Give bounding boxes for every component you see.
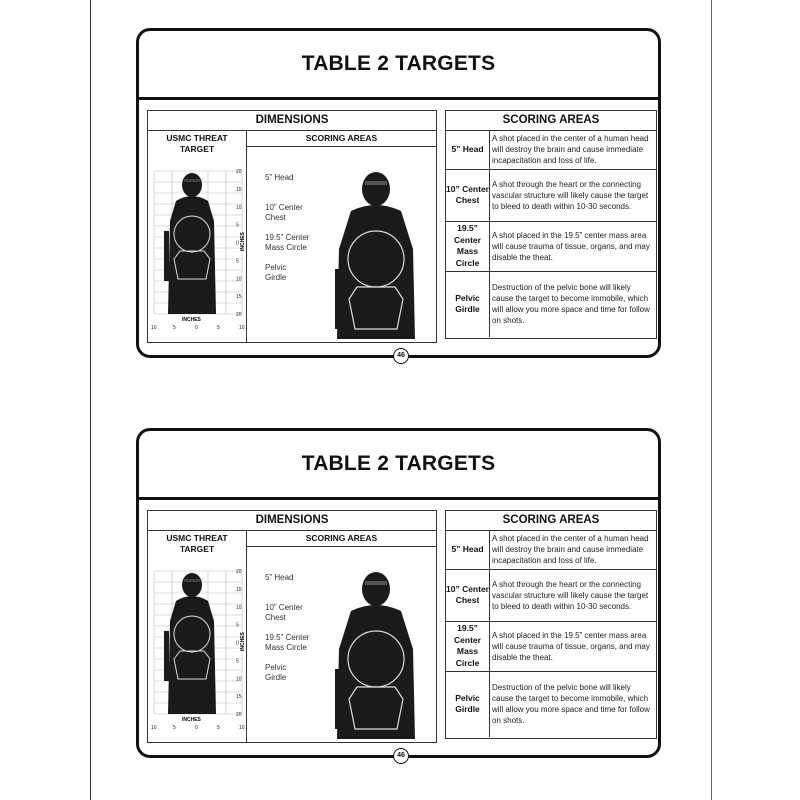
target-card-2 xyxy=(136,428,661,758)
card-title: TABLE 2 TARGETS xyxy=(139,431,658,500)
target-card-1 xyxy=(136,28,661,358)
threat-target-title: USMC THREAT TARGET xyxy=(166,133,228,154)
y-tick-label: 5 xyxy=(236,222,239,229)
row-label: Pelvic Girdle xyxy=(446,271,490,337)
row-label: 19.5” Center Mass Circle xyxy=(446,621,490,671)
y-tick-label: 20 xyxy=(236,569,242,575)
card-title: TABLE 2 TARGETS xyxy=(139,31,658,100)
row-label: 10” Center Chest xyxy=(446,169,490,221)
area-label-mass: 19.5” Center Mass Circle xyxy=(265,633,310,652)
table-row xyxy=(446,131,656,169)
y-axis-label: INCHES xyxy=(240,632,246,651)
row-label: 5” Head xyxy=(446,131,490,169)
scoring-table xyxy=(446,131,656,337)
y-tick-label: 20 xyxy=(236,712,242,718)
dimensions-panel xyxy=(147,110,437,343)
row-label: 19.5” Center Mass Circle xyxy=(446,221,490,271)
x-tick-label: 0 xyxy=(195,325,198,331)
x-tick-label: 5 xyxy=(217,325,220,331)
y-tick-label: 0 xyxy=(236,640,239,647)
area-label-pelvic: Pelvic Girdle xyxy=(265,263,287,282)
y-tick-label: 20 xyxy=(236,312,242,318)
dimensions-header: DIMENSIONS xyxy=(148,511,436,531)
row-description: Destruction of the pelvic bone will likely cause the target to become immobile, which will allow you more space and time for follow on shots. xyxy=(490,271,657,337)
page-right-border xyxy=(711,0,712,800)
table-row xyxy=(446,221,656,271)
scoring-areas-panel xyxy=(445,510,657,739)
x-tick-label: 10 xyxy=(151,325,157,331)
row-description: A shot through the heart or the connecting vascular structure will likely cause the target to bleed to death within 10-30 seconds. xyxy=(490,569,657,621)
y-tick-label: 0 xyxy=(236,240,239,247)
row-description: A shot placed in the center of a human head will destroy the brain and cause immediate incapacitation and loss of life. xyxy=(492,134,649,166)
table-row xyxy=(446,169,656,221)
scoring-areas-header: SCORING AREAS xyxy=(446,511,656,531)
area-label-mass: 19.5” Center Mass Circle xyxy=(265,233,310,252)
x-axis-label: INCHES xyxy=(182,317,201,323)
y-axis-label: INCHES xyxy=(240,232,246,251)
scoring-areas-header: SCORING AREAS xyxy=(446,111,656,131)
y-tick-label: 5 xyxy=(236,622,239,629)
scoring-areas-panel xyxy=(445,110,657,339)
page-left-border xyxy=(90,0,91,800)
scoring-areas-subheader: SCORING AREAS xyxy=(247,131,436,147)
table-row xyxy=(446,271,656,337)
table-row xyxy=(446,671,656,737)
row-description: A shot through the heart or the connecting vascular structure will likely cause the target to bleed to death within 10-30 seconds. xyxy=(490,169,657,221)
area-labels xyxy=(265,173,325,283)
x-tick-label: 5 xyxy=(217,725,220,731)
table-row xyxy=(446,569,656,621)
page-number: 46 xyxy=(393,748,409,764)
y-tick-label: 10 xyxy=(236,204,242,211)
large-target-figure xyxy=(321,159,431,339)
page-number: 46 xyxy=(393,348,409,364)
area-labels xyxy=(265,573,325,683)
row-label: Pelvic Girdle xyxy=(446,671,490,737)
y-tick-label: 15 xyxy=(236,186,242,193)
dimensions-panel xyxy=(147,510,437,743)
area-label-head: 5” Head xyxy=(265,173,294,182)
table-row xyxy=(446,621,656,671)
scoring-table xyxy=(446,531,656,737)
threat-target-grid xyxy=(150,161,246,331)
threat-target-column xyxy=(148,131,247,342)
dimensions-header: DIMENSIONS xyxy=(148,111,436,131)
row-description: Destruction of the pelvic bone will likely cause the target to become immobile, which will allow you more space and time for follow on shots. xyxy=(490,671,657,737)
x-tick-label: 5 xyxy=(173,725,176,731)
scoring-areas-column xyxy=(247,531,436,742)
threat-target-column xyxy=(148,531,247,742)
x-tick-label: 10 xyxy=(239,725,245,731)
y-tick-label: 5 xyxy=(236,658,239,665)
scoring-areas-subheader: SCORING AREAS xyxy=(247,531,436,547)
row-label: 5” Head xyxy=(446,531,490,569)
threat-target-title: USMC THREAT TARGET xyxy=(166,533,228,554)
row-description: A shot placed in the 19.5” center mass area will cause trauma of tissue, organs, and may disable the theat. xyxy=(490,621,657,671)
y-tick-label: 10 xyxy=(236,604,242,611)
scoring-areas-column xyxy=(247,131,436,342)
area-label-head: 5” Head xyxy=(265,573,294,582)
area-label-chest: 10” Center Chest xyxy=(265,603,303,622)
row-description: A shot placed in the center of a human head will destroy the brain and cause immediate incapacitation and loss of life. xyxy=(492,534,649,566)
x-tick-label: 0 xyxy=(195,725,198,731)
y-tick-label: 15 xyxy=(236,294,242,301)
x-tick-label: 10 xyxy=(151,725,157,731)
area-label-chest: 10” Center Chest xyxy=(265,203,303,222)
y-tick-label: 20 xyxy=(236,169,242,175)
y-tick-label: 10 xyxy=(236,676,242,683)
x-axis-label: INCHES xyxy=(182,717,201,723)
y-tick-label: 15 xyxy=(236,694,242,701)
y-tick-label: 10 xyxy=(236,276,242,283)
y-tick-label: 15 xyxy=(236,586,242,593)
area-label-pelvic: Pelvic Girdle xyxy=(265,663,287,682)
table-row xyxy=(446,531,656,569)
row-description: A shot placed in the 19.5” center mass area will cause trauma of tissue, organs, and may disable the theat. xyxy=(490,221,657,271)
large-target-figure xyxy=(321,559,431,739)
x-tick-label: 10 xyxy=(239,325,245,331)
threat-target-grid xyxy=(150,561,246,731)
y-tick-label: 5 xyxy=(236,258,239,265)
x-tick-label: 5 xyxy=(173,325,176,331)
row-label: 10” Center Chest xyxy=(446,569,490,621)
